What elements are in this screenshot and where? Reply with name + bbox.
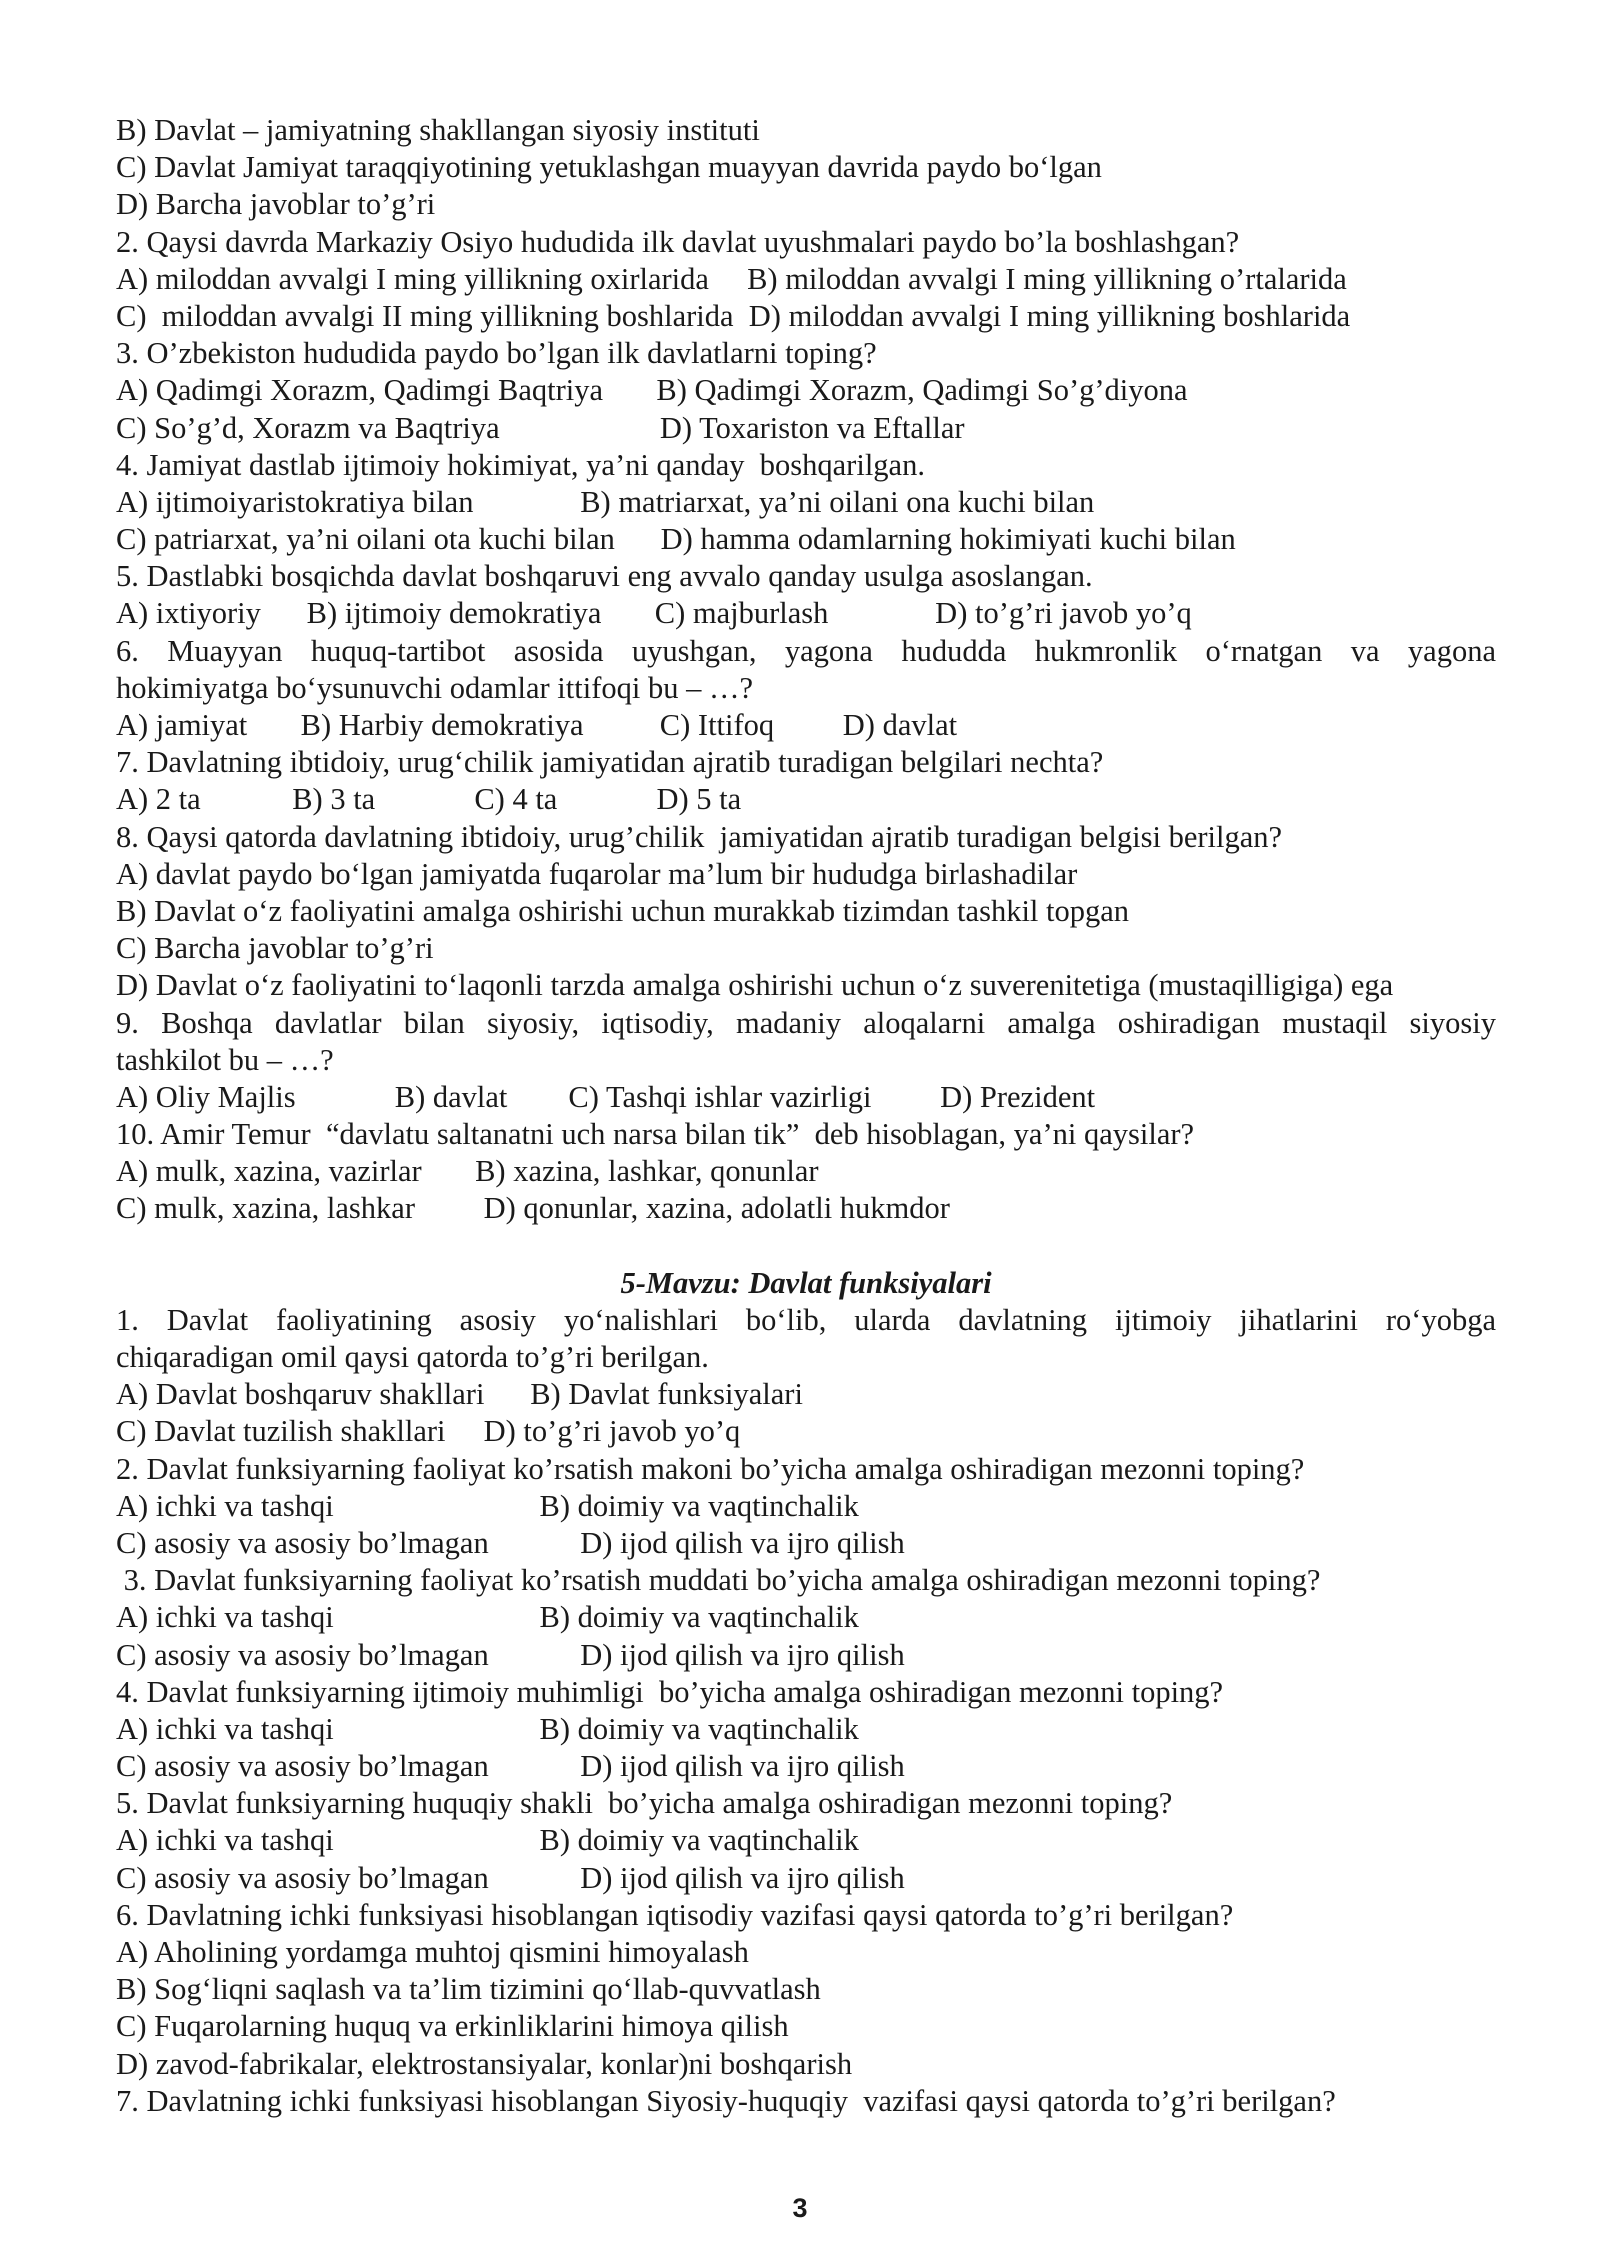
text-line: C) So’g’d, Xorazm va Baqtriya D) Toxariston va Eftallar bbox=[116, 410, 965, 445]
questions-block-3 bbox=[116, 1042, 1496, 1228]
text-line: C) miloddan avvalgi II ming yillikning boshlarida D) miloddan avvalgi I ming yillikning boshlarida bbox=[116, 298, 1351, 333]
text-line: 5. Dastlabki bosqichda davlat boshqaruvi eng avvalo qanday usulga asoslangan. bbox=[116, 559, 1093, 594]
text-line: 4. Jamiyat dastlab ijtimoiy hokimiyat, ya’ni qanday boshqarilgan. bbox=[116, 447, 925, 482]
text-line: A) jamiyat B) Harbiy demokratiya C) Ittifoq D) davlat bbox=[116, 708, 958, 742]
page-number: 3 bbox=[792, 2193, 808, 2223]
text-line: B) Sog‘liqni saqlash va ta’lim tizimini qo‘llab-quvvatlash bbox=[116, 1972, 821, 2007]
text-line: A) ichki va tashqi B) doimiy va vaqtinchalik bbox=[116, 1823, 859, 1858]
text-line: A) miloddan avvalgi I ming yillikning oxirlarida B) miloddan avvalgi I ming yillikning o’rtalarida bbox=[116, 261, 1347, 296]
text-line: A) davlat paydo bo‘lgan jamiyatda fuqarolar ma’lum bir hududga birlashadilar bbox=[116, 856, 1078, 891]
text-line: C) asosiy va asosiy bo’lmagan D) ijod qilish va ijro qilish bbox=[116, 1749, 905, 1784]
text-line: C) asosiy va asosiy bo’lmagan D) ijod qilish va ijro qilish bbox=[116, 1637, 905, 1672]
text-line: C) mulk, xazina, lashkar D) qonunlar, xazina, adolatli hukmdor bbox=[116, 1191, 950, 1226]
text-line: C) Davlat Jamiyat taraqqiyotining yetuklashgan muayyan davrida paydo bo‘lgan bbox=[116, 150, 1102, 185]
text-line: 6. Davlatning ichki funksiyasi hisoblangan iqtisodiy vazifasi qaysi qatorda to’g’ri berilgan? bbox=[116, 1897, 1234, 1932]
text-line: A) ichki va tashqi B) doimiy va vaqtinchalik bbox=[116, 1488, 859, 1523]
questions-block-1 bbox=[116, 112, 1496, 633]
text-line: A) ichki va tashqi B) doimiy va vaqtinchalik bbox=[116, 1600, 859, 1635]
text-line: D) Davlat o‘z faoliyatini to‘laqonli tarzda amalga oshirishi uchun o‘z suverenitetiga (mustaqilligiga) ega bbox=[116, 968, 1394, 1003]
text-line: chiqaradigan omil qaysi qatorda to’g’ri berilgan. bbox=[116, 1340, 709, 1374]
questions-block-2 bbox=[116, 670, 1496, 1005]
text-line: A) ichki va tashqi B) doimiy va vaqtinchalik bbox=[116, 1711, 859, 1746]
text-line: C) Fuqarolarning huquq va erkinliklarini himoya qilish bbox=[116, 2009, 789, 2044]
text-line: tashkilot bu – …? bbox=[116, 1042, 334, 1077]
text-line: 3. Davlat funksiyarning faoliyat ko’rsatish muddati bo’yicha amalga oshiradigan mezonni toping? bbox=[116, 1563, 1321, 1598]
text-line: 2. Davlat funksiyarning faoliyat ko’rsatish makoni bo’yicha amalga oshiradigan mezonni toping? bbox=[116, 1451, 1305, 1486]
text-line: 7. Davlatning ibtidoiy, urug‘chilik jamiyatidan ajratib turadigan belgilari nechta? bbox=[116, 745, 1104, 780]
text-line: A) Oliy Majlis B) davlat C) Tashqi ishlar vazirligi D) Prezident bbox=[116, 1079, 1096, 1114]
text-line: 8. Qaysi qatorda davlatning ibtidoiy, urug’chilik jamiyatidan ajratib turadigan belgisi berilgan? bbox=[116, 819, 1283, 854]
text-line: C) asosiy va asosiy bo’lmagan D) ijod qilish va ijro qilish bbox=[116, 1525, 905, 1560]
section-question-1-first-line: 1. Davlat faoliyatining asosiy yo‘nalishlari bo‘lib, ularda davlatning ijtimoiy jihatlarini ro‘yobga bbox=[116, 1302, 1496, 1337]
text-line: D) Barcha javoblar to’g’ri bbox=[116, 187, 436, 222]
questions-block-4 bbox=[116, 1339, 1496, 2120]
text-line: 3. O’zbekiston hududida paydo bo’lgan ilk davlatlarni toping? bbox=[116, 336, 877, 371]
text-line: B) Davlat – jamiyatning shakllangan siyosiy instituti bbox=[116, 113, 760, 147]
text-line: A) 2 ta B) 3 ta C) 4 ta D) 5 ta bbox=[116, 782, 742, 817]
text-line: A) Aholining yordamga muhtoj qismini himoyalash bbox=[116, 1935, 749, 1969]
document-page bbox=[116, 112, 1496, 2120]
text-line: 7. Davlatning ichki funksiyasi hisoblangan Siyosiy-huquqiy vazifasi qaysi qatorda to’g’ri berilgan? bbox=[116, 2083, 1336, 2118]
text-line: 5. Davlat funksiyarning huquqiy shakli bo’yicha amalga oshiradigan mezonni toping? bbox=[116, 1786, 1173, 1821]
text-line: C) Davlat tuzilish shakllari D) to’g’ri javob yo’q bbox=[116, 1414, 741, 1449]
section-title: 5-Mavzu: Davlat funksiyalari bbox=[620, 1265, 992, 1300]
question-9-first-line: 9. Boshqa davlatlar bilan siyosiy, iqtisodiy, madaniy aloqalarni amalga oshiradigan mustaqil siyosiy bbox=[116, 1005, 1496, 1040]
text-line: 4. Davlat funksiyarning ijtimoiy muhimligi bo’yicha amalga oshiradigan mezonni toping? bbox=[116, 1674, 1224, 1709]
text-line: A) Davlat boshqaruv shakllari B) Davlat funksiyalari bbox=[116, 1377, 803, 1412]
text-line: 2. Qaysi davrda Markaziy Osiyo hududida ilk davlat uyushmalari paydo bo’la boshlashgan? bbox=[116, 224, 1240, 259]
text-line: A) ixtiyoriy B) ijtimoiy demokratiya C) majburlash D) to’g’ri javob yo’q bbox=[116, 596, 1192, 631]
text-line: 10. Amir Temur “davlatu saltanatni uch narsa bilan tik” deb hisoblagan, ya’ni qaysilar? bbox=[116, 1117, 1195, 1152]
text-line: C) Barcha javoblar to’g’ri bbox=[116, 931, 434, 966]
text-line: A) Qadimgi Xorazm, Qadimgi Baqtriya B) Qadimgi Xorazm, Qadimgi So’g’diyona bbox=[116, 373, 1188, 408]
text-line: A) ijtimoiyaristokratiya bilan B) matriarxat, ya’ni oilani ona kuchi bilan bbox=[116, 484, 1095, 519]
text-line: A) mulk, xazina, vazirlar B) xazina, lashkar, qonunlar bbox=[116, 1154, 819, 1189]
text-line: B) Davlat o‘z faoliyatini amalga oshirishi uchun murakkab tizimdan tashkil topgan bbox=[116, 893, 1130, 928]
text-line: C) patriarxat, ya’ni oilani ota kuchi bilan D) hamma odamlarning hokimiyati kuchi bilan bbox=[116, 522, 1236, 557]
text-line: hokimiyatga bo‘ysunuvchi odamlar ittifoqi bu – …? bbox=[116, 670, 754, 705]
question-6-first-line: 6. Muayyan huquq-tartibot asosida uyushgan, yagona hududda hukmronlik o‘rnatgan va yagona bbox=[116, 633, 1496, 668]
text-line: C) asosiy va asosiy bo’lmagan D) ijod qilish va ijro qilish bbox=[116, 1860, 905, 1895]
text-line: D) zavod-fabrikalar, elektrostansiyalar, konlar)ni boshqarish bbox=[116, 2046, 853, 2081]
